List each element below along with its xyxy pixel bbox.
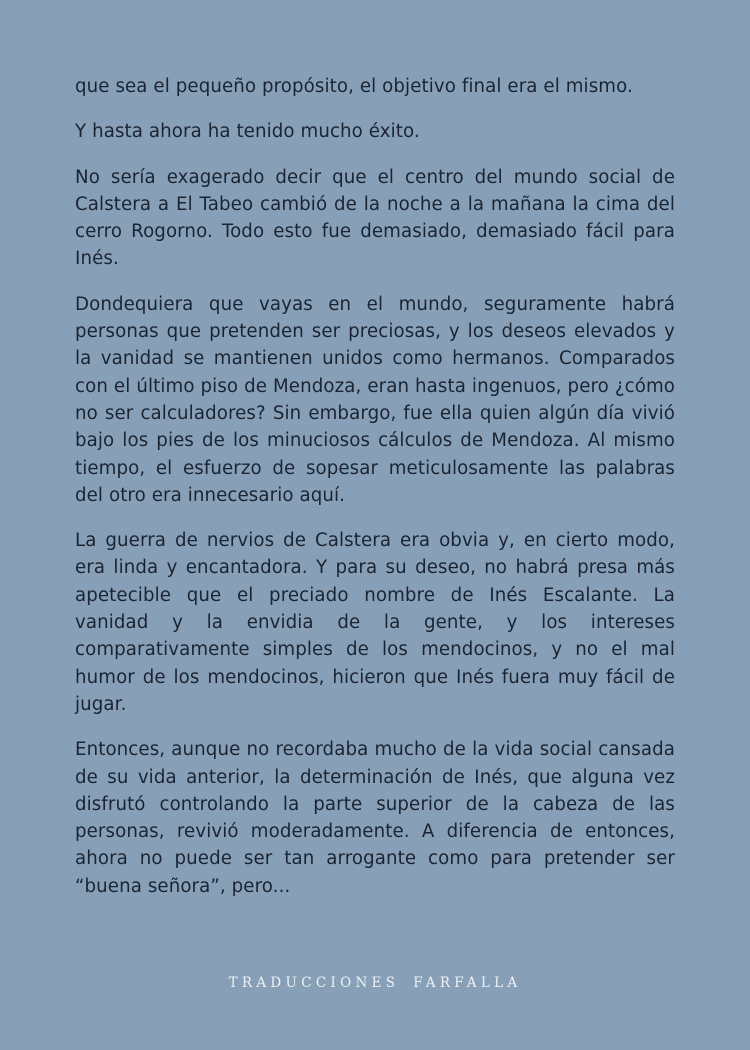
- paragraph-4: Dondequiera que vayas en el mundo, seguramente habrá personas que pretenden ser preciosas, y los deseos elevados y la vanidad se mantienen unidos como hermanos. Comparados con el último piso de Mendoza, eran hasta ingenuos, pero ¿cómo no ser calculadores? Sin embargo, fue ella quien algún día vivió bajo los pies de los minuciosos cálculos de Mendoza. Al mismo tiempo, el esfuerzo de sopesar meticulosamente las palabras del otro era innecesario aquí.: [75, 293, 675, 506]
- footer-word-farfalla: FARFALLA: [413, 975, 522, 991]
- paragraph-1: que sea el pequeño propósito, el objetivo final era el mismo.: [75, 76, 633, 97]
- paragraph-3: No sería exagerado decir que el centro del mundo social de Calstera a El Tabeo cambió de la noche a la mañana la cima del cerro Rogorno. Todo esto fue demasiado, demasiado fácil para Inés.: [75, 166, 675, 270]
- paragraph-2: Y hasta ahora ha tenido mucho éxito.: [75, 121, 420, 143]
- paragraph-5: La guerra de nervios de Calstera era obvia y, en cierto modo, era linda y encantadora. Y para su deseo, no habrá presa más apetecible que el preciado nombre de Inés Escalante. La vanidad y la envidia de la gente, y los intereses comparativamente simples de los mendocinos, y no el mal humor de los mendocinos, hicieron que Inés fuera muy fácil de jugar.: [75, 530, 675, 715]
- paragraph-6: Entonces, aunque no recordaba mucho de la vida social cansada de su vida anterior, la determinación de Inés, que alguna vez disfrutó controlando la parte superior de la cabeza de las personas, revivió moderadamente. A diferencia de entonces, ahora no puede ser tan arrogante como para pretender ser “buena señora”, pero...: [75, 739, 675, 897]
- page-body: [75, 73, 675, 918]
- footer-credit: [0, 975, 750, 991]
- footer-word-traducciones: TRADUCCIONES: [228, 975, 400, 991]
